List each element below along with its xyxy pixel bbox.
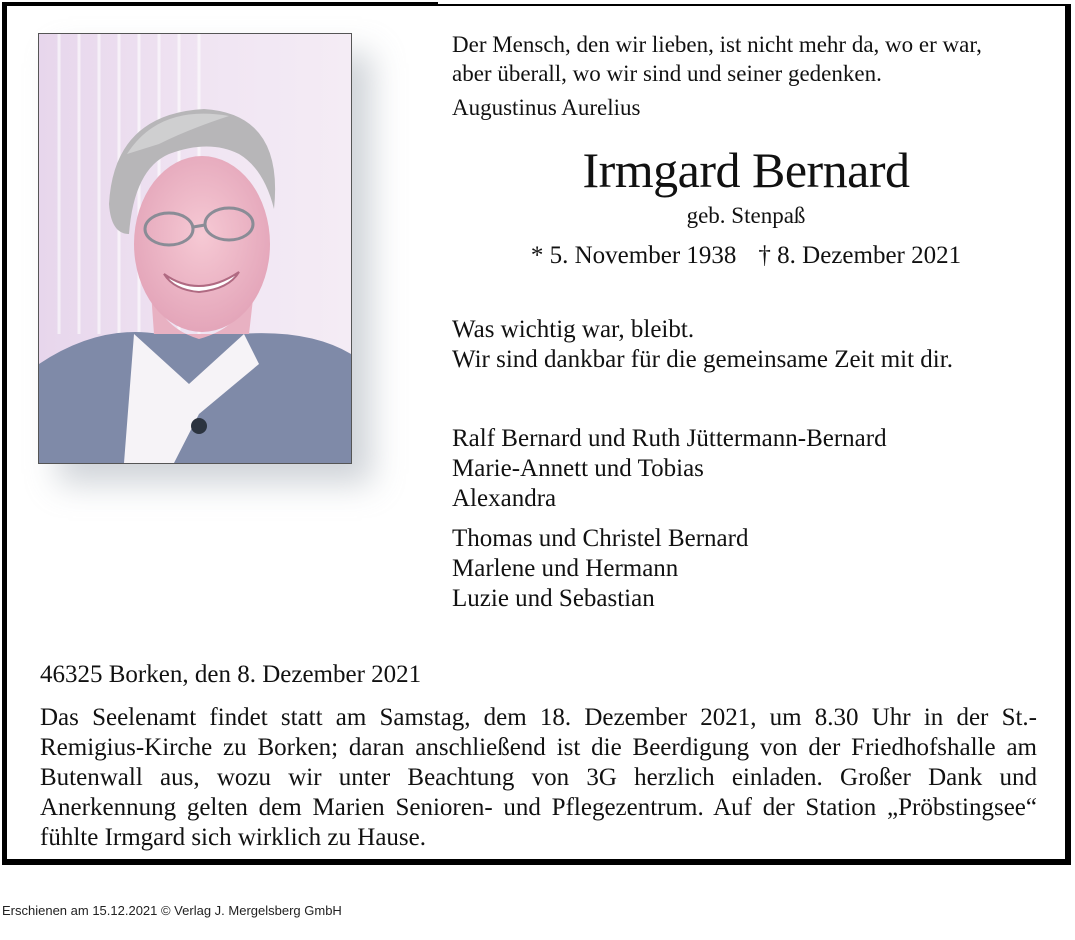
mourner-line: Marlene und Hermann <box>452 555 679 582</box>
mourner-line: Alexandra <box>452 485 557 512</box>
motto-line: Was wichtig war, bleibt. <box>452 316 695 343</box>
motto-line: Wir sind dankbar für die gemeinsame Zeit mit dir. <box>452 346 953 373</box>
mourner-line: Ralf Bernard und Ruth Jüttermann-Bernard <box>452 425 887 452</box>
mourner-line: Thomas und Christel Bernard <box>452 525 749 552</box>
frame-top-gap <box>438 2 1072 4</box>
quote-line: aber überall, wo wir sind und seiner gedenken. <box>452 61 882 86</box>
funeral-announcement: Das Seelenamt findet statt am Samstag, dem 18. Dezember 2021, um 8.30 Uhr in der St.-Remigius-Kirche zu Borken; daran anschließend ist die Beerdigung von der Friedhofshalle am Butenwall aus, wozu wir unter Beachtung von 3G herzlich einladen. Großer Dank und Anerkennung gelten dem Marien Senioren- und Pflegezentrum. Auf der Station „Pröbstingsee“ fühlte Irmgard sich wirklich zu Hause. <box>40 704 1037 851</box>
quote-text <box>452 30 982 88</box>
birth-name: geb. Stenpaß <box>686 203 806 228</box>
family-group-2 <box>452 524 748 614</box>
life-dates <box>452 240 1040 272</box>
place-date: 46325 Borken, den 8. Dezember 2021 <box>40 661 422 688</box>
motto-text <box>452 315 953 375</box>
quote-author: Augustinus Aurelius <box>452 95 641 120</box>
mourner-line: Luzie und Sebastian <box>452 585 655 612</box>
deceased-name: Irmgard Bernard <box>582 142 910 198</box>
portrait-photo <box>38 33 352 464</box>
quote-line: Der Mensch, den wir lieben, ist nicht mehr da, wo er war, <box>452 32 982 57</box>
mourner-line: Marie-Annett und Tobias <box>452 455 704 482</box>
death-date: † 8. Dezember 2021 <box>758 242 962 269</box>
family-group-1 <box>452 424 887 514</box>
portrait-illustration <box>39 34 351 463</box>
birth-date: * 5. November 1938 <box>530 242 737 269</box>
publication-footer: Erschienen am 15.12.2021 © Verlag J. Mergelsberg GmbH <box>2 903 342 918</box>
